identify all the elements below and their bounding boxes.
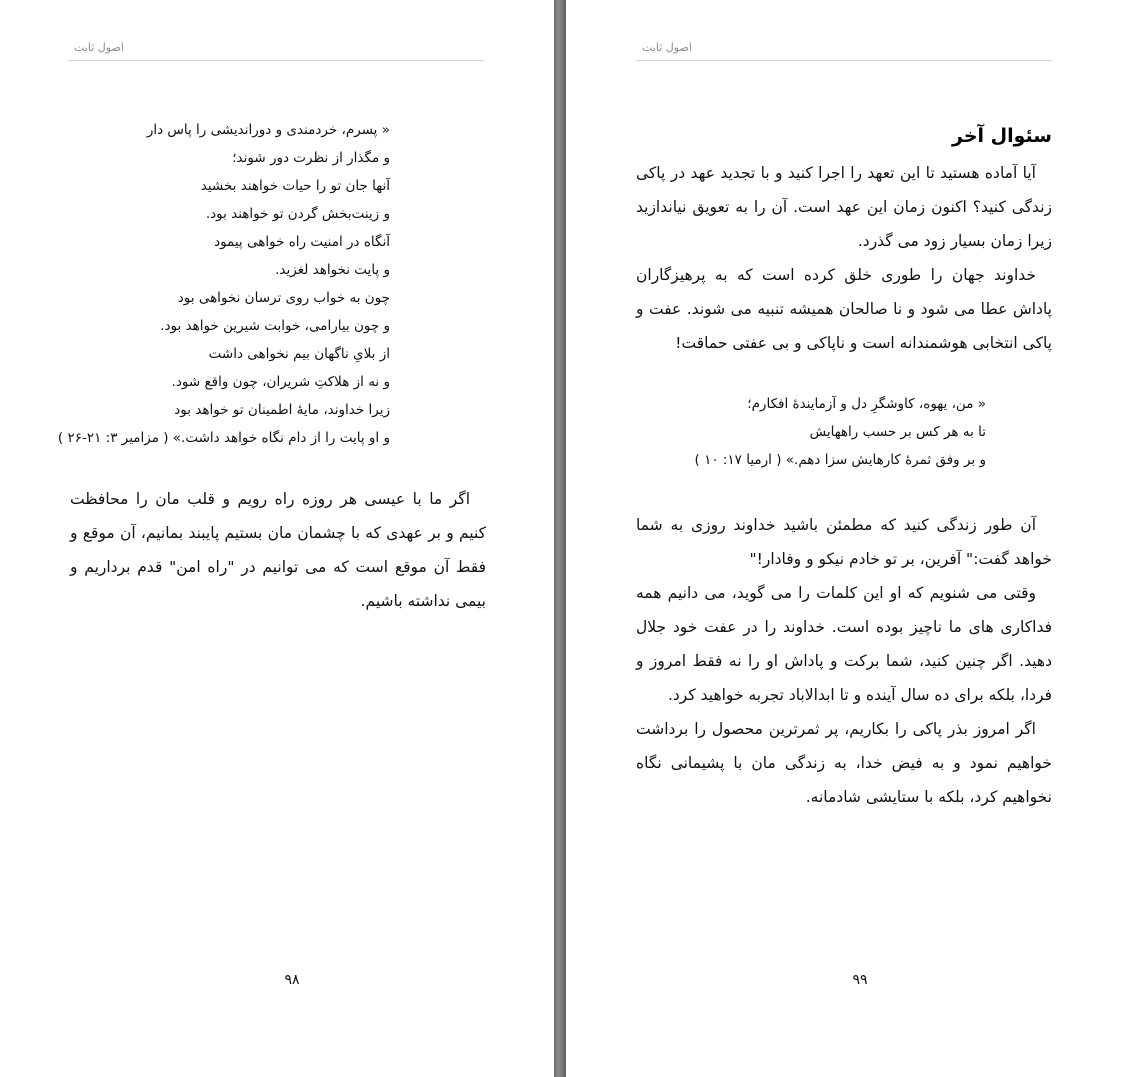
poem-line: و مگذار از نظرت دور شوند؛ — [232, 150, 390, 166]
left-page — [0, 0, 554, 1077]
body-text — [70, 482, 486, 618]
book-gutter — [554, 0, 566, 1077]
poem-line: « پسرم، خردمندی و دوراندیشی را پاس دار — [146, 122, 390, 138]
page-number: ۹۹ — [852, 972, 868, 988]
page-number: ۹۸ — [284, 972, 300, 988]
poem-line: و بر وفق ثمرهٔ کارهایش سزا دهم.» ( ارمیا ۱۷: ۱۰ ) — [694, 452, 986, 468]
paragraph: اگر ما با عیسی هر روزه راه رویم و قلب مان را محافظت کنیم و بر عهدی که با چشمان مان بستیم پایبند بمانیم، آن موقع و فقط آن موقع است که می توانیم در "راه امن" قدم برداریم و بیمی نداشته باشیم. — [70, 490, 486, 610]
body-text — [636, 508, 1052, 814]
poem-line: و نه از هلاکتِ شریران، چون واقع شود. — [171, 374, 390, 390]
right-page — [566, 0, 1123, 1077]
body-text — [636, 156, 1052, 360]
paragraph: وقتی می شنویم که او این کلمات را می گوید، می دانیم همه فداکاری های ما ناچیز بوده است. خداوند را در عفت خود جلال دهید. اگر چنین کنید، شما برکت و پاداش او را نه فقط امروز و فردا، بلکه برای ده سال آینده و تا ابدالاباد تجربه خواهید کرد. — [636, 584, 1052, 704]
poem-line: و چون بیارامی، خوابت شیرین خواهد بود. — [160, 318, 390, 334]
poem-line: و او پایت را از دام نگاه خواهد داشت.» ( مزامیر ۳: ۲۱-۲۶ ) — [57, 430, 390, 446]
paragraph: خداوند جهان را طوری خلق کرده است که به پرهیزگاران پاداش عطا می شود و نا صالحان همیشه تنبیه می شوند. عفت و پاکی انتخابی هوشمندانه است و ناپاکی و بی عفتی حماقت! — [636, 266, 1052, 352]
poem-line: از بلایِ ناگهان بیم نخواهی داشت — [208, 346, 390, 362]
poem-line: و پایت نخواهد لغزید. — [275, 262, 390, 278]
running-head — [68, 38, 484, 61]
poem-block — [696, 390, 986, 474]
paragraph: اگر امروز بذر پاکی را بکاریم، پر ثمرترین محصول را برداشت خواهیم نمود و به فیض خدا، به زندگی مان با پشیمانی نگاه نخواهیم کرد، بلکه با ستایشی شادمانه. — [636, 720, 1052, 806]
paragraph: آن طور زندگی کنید که مطمئن باشید خداوند روزی به شما خواهد گفت:" آفرین، بر تو خادم نیکو و وفادار!" — [636, 516, 1052, 568]
poem-line: « من، یهوه، کاوشگرِ دل و آزمایندهٔ افکارم؛ — [747, 396, 986, 412]
running-head-text: اصول ثابت — [74, 41, 124, 54]
poem-line: و زینت‌بخش گردن تو خواهند بود. — [205, 206, 390, 222]
poem-line: چون به خواب روی ترسان نخواهی بود — [177, 290, 390, 306]
poem-line: زیرا خداوند، مایهٔ اطمینان تو خواهد بود — [174, 402, 390, 418]
poem-block — [57, 116, 390, 452]
poem-line: تا به هر کس بر حسب راههایش — [809, 424, 986, 440]
running-head-text: اصول ثابت — [642, 41, 692, 54]
poem-line: آنگاه در امنیت راه خواهی پیمود — [214, 234, 390, 250]
section-title: سئوال آخر — [952, 125, 1052, 147]
poem-line: آنها جان تو را حیات خواهند بخشید — [200, 178, 390, 194]
paragraph: آیا آماده هستید تا این تعهد را اجرا کنید و با تجدید عهد در پاکی زندگی کنید؟ اکنون زمان این عهد است. آن را به تعویق نیاندازید زیرا زمان بسیار زود می گذرد. — [636, 164, 1052, 250]
running-head — [636, 38, 1052, 61]
